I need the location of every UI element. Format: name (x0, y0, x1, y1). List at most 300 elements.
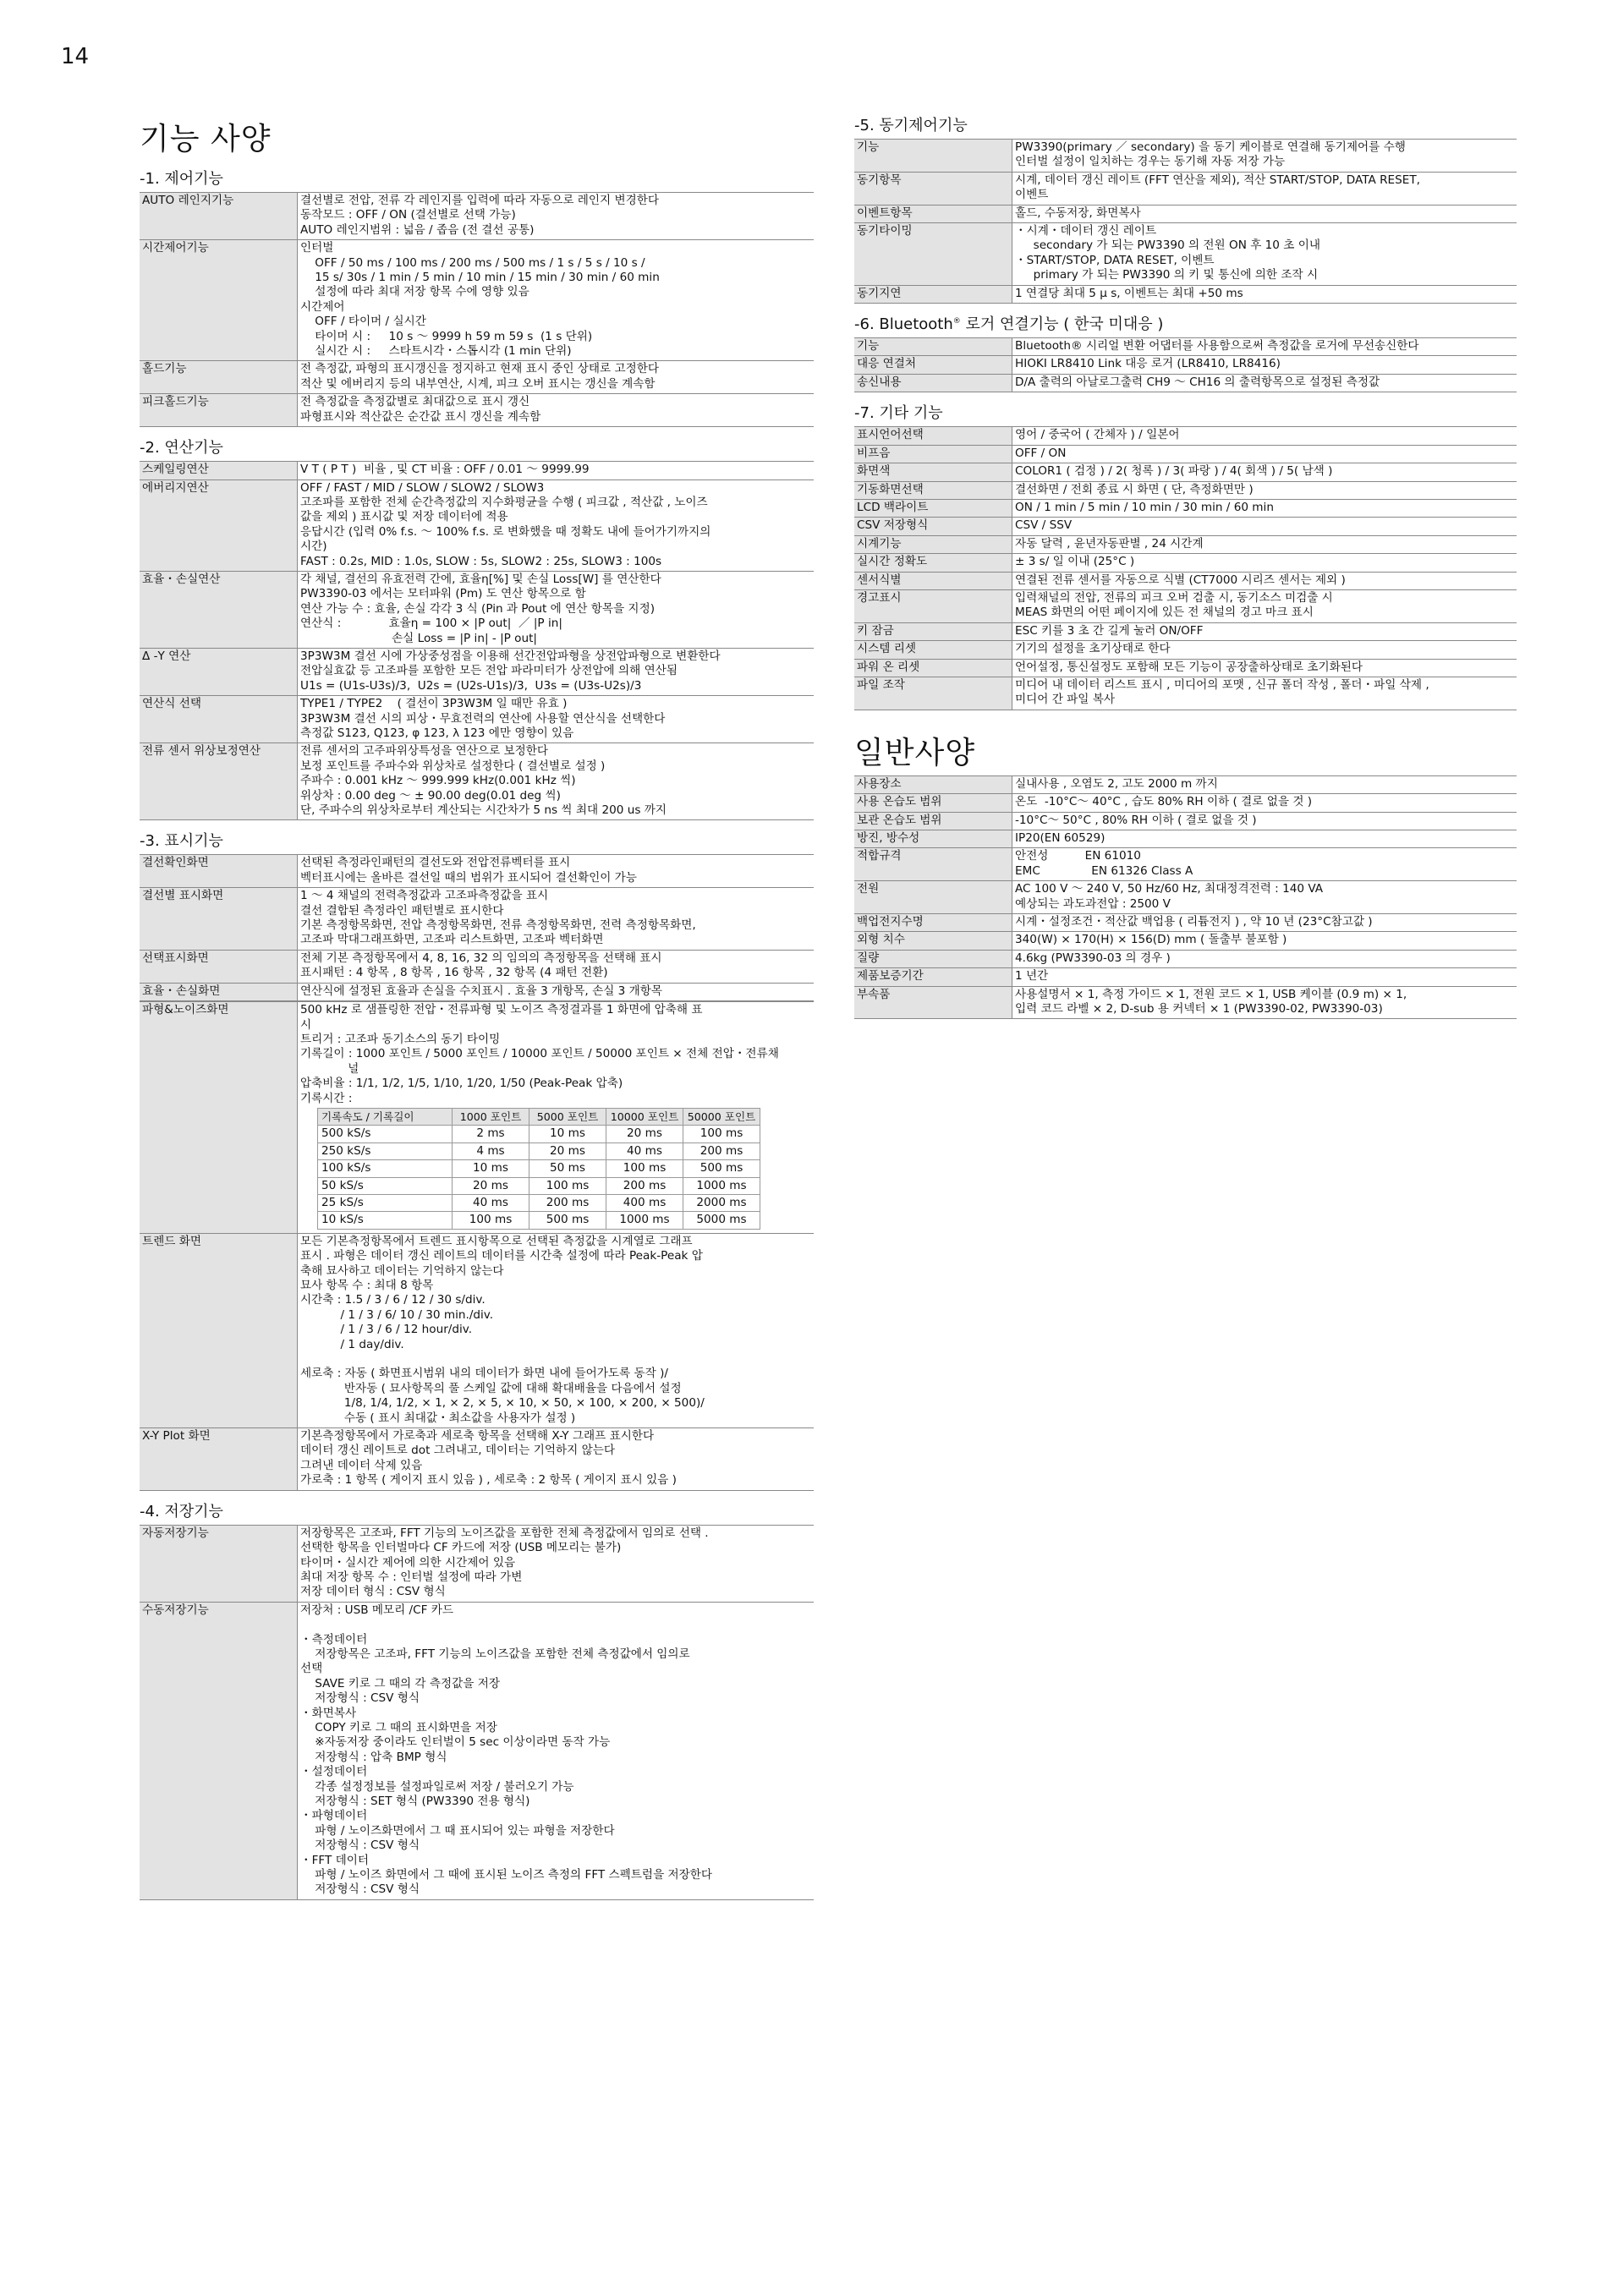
spec-label: 경고표시 (854, 589, 1012, 622)
record-cell: 40 ms (606, 1143, 683, 1159)
spec-line: ESC 키를 3 초 간 길게 눌러 ON/OFF (1015, 623, 1204, 638)
spec-line: 가로축 : 1 항목 ( 게이지 표시 있음 ) , 세로축 : 2 항목 ( 게이지 표시 있음 ) (300, 1473, 677, 1488)
spec-value (298, 855, 815, 888)
spec-row (140, 1002, 814, 1234)
spec-line: 보정 포인트를 주파수와 위상차로 설정한다 ( 결선별로 설정 ) (300, 759, 606, 773)
spec-label: 홀드기능 (140, 361, 298, 394)
section-title: -3. 표시기능 (140, 832, 223, 851)
spec-value (298, 361, 815, 394)
spec-line: V T ( P T ) 비율 , 및 CT 비율 : OFF / 0.01 ～ 9999.99 (300, 463, 590, 477)
spec-line: 1/8, 1/4, 1/2, × 1, × 2, × 5, × 10, × 50, × 100, × 200, × 500)/ (300, 1396, 705, 1411)
spec-row (140, 648, 814, 695)
record-table-row (318, 1177, 760, 1194)
spec-line: 저장형식 : 압축 BMP 형식 (300, 1750, 447, 1764)
spec-value (1012, 518, 1517, 535)
spec-line: 수동 ( 표시 최대값・최소값을 사용자가 설정 ) (300, 1411, 576, 1425)
spec-value (1012, 554, 1517, 572)
spec-label: 키 잠금 (854, 622, 1012, 640)
spec-label: 외형 치수 (854, 932, 1012, 950)
spec-line: 파형표시와 적산값은 순간값 표시 갱신을 계속함 (300, 409, 541, 424)
left-sections (140, 167, 814, 1001)
spec-row (140, 394, 814, 427)
spec-label: 보관 온습도 범위 (854, 812, 1012, 830)
spec-line: 설정에 따라 최대 저장 항목 수에 영향 있음 (300, 285, 529, 299)
spec-line: AC 100 V ～ 240 V, 50 Hz/60 Hz, 최대정격전력 : 140 VA (1015, 882, 1324, 896)
registered-mark: ® (952, 317, 961, 326)
spec-value (1012, 338, 1517, 356)
spec-value (298, 1233, 815, 1427)
spec-label: 자동저장기능 (140, 1525, 298, 1602)
record-table-header (318, 1108, 760, 1125)
spec-row (854, 172, 1517, 205)
spec-line: 500 kHz 로 샘플링한 전압・전류파형 및 노이즈 측정결과를 1 화면에 압축해 표 (300, 1003, 703, 1017)
record-cell: 100 ms (529, 1177, 606, 1194)
spec-line: 손실 Loss = |P in| - |P out| (300, 631, 538, 645)
spec-line: ・시계・데이터 갱신 레이트 (1015, 224, 1157, 238)
spec-value (1012, 535, 1517, 553)
spec-line: 전압실효값 등 고조파를 포함한 모든 전압 파라미터가 상전압에 의해 연산됨 (300, 664, 678, 678)
spec-row (854, 481, 1517, 499)
spec-label: 파형&노이즈화면 (140, 1002, 298, 1234)
section-title-part: 로거 연결기능 ( 한국 미대응 ) (960, 315, 1164, 334)
spec-line: 언어설정, 통신설정도 포함해 모든 기능이 공장출하상태로 초기화된다 (1015, 660, 1363, 674)
spec-line: ON / 1 min / 5 min / 10 min / 30 min / 60 min (1015, 500, 1274, 514)
spec-line: 모든 기본측정항목에서 트렌드 표시항목으로 선택된 측정값을 시계열로 그래프 (300, 1234, 693, 1248)
spec-value (1012, 223, 1517, 286)
spec-label: 기능 (854, 140, 1012, 173)
spec-row (854, 285, 1517, 303)
spec-label: 시간제어기능 (140, 240, 298, 361)
record-cell: 100 ms (606, 1160, 683, 1177)
spec-line: primary 가 되는 PW3390 의 키 및 통신에 의한 조작 시 (1015, 268, 1319, 282)
spec-row (854, 622, 1517, 640)
record-header-cell: 10000 포인트 (606, 1108, 683, 1125)
spec-line: HIOKI LR8410 Link 대응 로거 (LR8410, LR8416) (1015, 357, 1281, 371)
spec-row (854, 223, 1517, 286)
spec-label: 사용 온습도 범위 (854, 794, 1012, 812)
spec-label: 송신내용 (854, 374, 1012, 392)
spec-label: AUTO 레인지기능 (140, 193, 298, 240)
spec-row (140, 479, 814, 571)
spec-row (854, 830, 1517, 848)
spec-line: 각종 설정정보를 설정파일로써 저장 / 불러오기 가능 (300, 1779, 574, 1794)
spec-label: X-Y Plot 화면 (140, 1428, 298, 1491)
spec-value (1012, 499, 1517, 517)
spec-label: 표시언어선택 (854, 427, 1012, 445)
record-cell: 500 kS/s (318, 1126, 453, 1143)
spec-line: 3P3W3M 결선 시에 가상중성점을 이용해 선간전압파형을 상전압파형으로 변환한다 (300, 649, 721, 663)
spec-line: OFF / 타이머 / 실시간 (300, 315, 426, 329)
spec-value (1012, 374, 1517, 392)
spec-line: 시계・설정조건・적산값 백업용 ( 리튬전지 ) , 약 10 년 (23°C참고값 ) (1015, 915, 1373, 929)
spec-line: secondary 가 되는 PW3390 의 전원 ON 후 10 초 이내 (1015, 238, 1320, 253)
storage-section (140, 1499, 814, 1900)
spec-line: 동작모드 : OFF / ON (결선별로 선택 가능) (300, 208, 516, 222)
spec-row (854, 205, 1517, 222)
spec-label: 동기항목 (854, 172, 1012, 205)
spec-row (854, 427, 1517, 445)
spec-value (298, 696, 815, 743)
spec-value (1012, 589, 1517, 622)
spec-row (140, 1525, 814, 1602)
spec-value (1012, 622, 1517, 640)
spec-line: 기기의 설정을 초기상태로 한다 (1015, 642, 1171, 656)
right-column (854, 105, 1517, 1019)
spec-line: / 1 / 3 / 6 / 12 hour/div. (300, 1323, 473, 1337)
spec-value (1012, 172, 1517, 205)
spec-line: D/A 출력의 아날로그출력 CH9 ～ CH16 의 출력항목으로 설정된 측정값 (1015, 375, 1380, 389)
spec-value (1012, 881, 1517, 914)
spec-line: 미디어 내 데이터 리스트 표시 , 미디어의 포맷 , 신규 폴더 작성 , 폴더・파일 삭제 , (1015, 677, 1429, 692)
spec-line: 반자동 ( 묘사항목의 풀 스케일 값에 대해 확대배율을 다음에서 설정 (300, 1381, 682, 1395)
spec-label: 전원 (854, 881, 1012, 914)
spec-value (298, 462, 815, 479)
record-cell: 500 ms (683, 1160, 760, 1177)
spec-line: 기본 측정항목화면, 전압 측정항목화면, 전류 측정항목화면, 전력 측정항목화면, (300, 918, 696, 933)
spec-row (854, 775, 1517, 793)
spec-table (140, 461, 814, 820)
spec-value (298, 193, 815, 240)
record-cell: 50 ms (529, 1160, 606, 1177)
spec-line: ± 3 s/ 일 이내 (25°C ) (1015, 555, 1135, 569)
record-cell: 500 ms (529, 1212, 606, 1229)
record-cell: 25 kS/s (318, 1194, 453, 1211)
spec-line: 표시 . 파형은 데이터 갱신 레이트의 데이터를 시간축 설정에 따라 Peak-Peak 압 (300, 1249, 703, 1263)
spec-row (854, 914, 1517, 932)
spec-value (1012, 775, 1517, 793)
spec-line: 시간제어 (300, 299, 345, 314)
spec-line: 연결된 전류 센서를 자동으로 식별 (CT7000 시리즈 센서는 제외 ) (1015, 573, 1346, 587)
spec-row (140, 855, 814, 888)
spec-row (854, 463, 1517, 481)
spec-line: 파형 / 노이즈화면에서 그 때 표시되어 있는 파형을 저장한다 (300, 1823, 615, 1838)
spec-value (1012, 812, 1517, 830)
spec-row (854, 986, 1517, 1019)
record-header-cell: 50000 포인트 (683, 1108, 760, 1125)
spec-label: 대응 연결처 (854, 356, 1012, 374)
spec-row (854, 445, 1517, 463)
spec-line: 값을 제외 ) 표시값 및 저장 데이터에 적용 (300, 510, 508, 524)
spec-value (1012, 950, 1517, 967)
spec-label: 시스템 리셋 (854, 641, 1012, 659)
spec-value (1012, 463, 1517, 481)
spec-line: 벡터표시에는 올바른 결선일 때의 범위가 표시되어 결선확인이 가능 (300, 870, 637, 885)
spec-line: 저장형식 : CSV 형식 (300, 1691, 420, 1706)
record-time-table (317, 1108, 760, 1230)
spec-line: / 1 day/div. (300, 1337, 404, 1351)
spec-line: 연산식 : 효율η = 100 × |P out| ／ |P in| (300, 616, 562, 631)
spec-line: Bluetooth® 시리얼 변환 어댑터를 사용함으로써 측정값을 로거에 무선송신한다 (1015, 339, 1419, 353)
spec-label: 동기타이밍 (854, 223, 1012, 286)
spec-label: 트렌드 화면 (140, 1233, 298, 1427)
section-title: -5. 동기제어기능 (854, 117, 968, 134)
spec-line: 실내사용 , 오염도 2, 고도 2000 m 까지 (1015, 776, 1218, 791)
spec-row (854, 677, 1517, 710)
spec-value (1012, 140, 1517, 173)
spec-line: 입력채널의 전압, 전류의 피크 오버 검출 시, 동기소스 미검출 시 (1015, 590, 1333, 605)
spec-line: ・설정데이터 (300, 1765, 368, 1779)
spec-line: 세로축 : 자동 ( 화면표시범위 내의 데이터가 화면 내에 들어가도록 동작 )/ (300, 1367, 668, 1381)
spec-row (140, 696, 814, 743)
spec-line: 4.6kg (PW3390-03 의 경우 ) (1015, 951, 1171, 965)
spec-label: CSV 저장형식 (854, 518, 1012, 535)
spec-row (140, 462, 814, 479)
spec-row (140, 1602, 814, 1899)
record-cell: 1000 ms (683, 1177, 760, 1194)
spec-table (140, 854, 814, 1001)
record-cell: 4 ms (453, 1143, 529, 1159)
spec-label: 이벤트항목 (854, 205, 1012, 222)
record-table-row (318, 1126, 760, 1143)
spec-table (854, 337, 1517, 392)
spec-line: 시간) (300, 540, 327, 554)
spec-value (298, 1428, 815, 1491)
spec-line: 고조파 막대그래프화면, 고조파 리스트화면, 고조파 벡터화면 (300, 933, 604, 947)
record-cell: 100 kS/s (318, 1160, 453, 1177)
spec-line: 연산식에 설정된 효율과 손실을 수치표시 . 효율 3 개항목, 손실 3 개항목 (300, 984, 663, 998)
spec-row (140, 743, 814, 820)
spec-row (854, 140, 1517, 173)
spec-row (140, 1233, 814, 1427)
spec-table (854, 139, 1517, 304)
spec-label: Δ -Y 연산 (140, 648, 298, 695)
spec-row (854, 659, 1517, 677)
spec-table (140, 192, 814, 427)
spec-value (1012, 677, 1517, 710)
record-cell: 100 ms (683, 1126, 760, 1143)
spec-row (854, 641, 1517, 659)
section-title: -4. 저장기능 (140, 1502, 223, 1521)
spec-label: 결선별 표시화면 (140, 888, 298, 951)
spec-row (140, 1428, 814, 1491)
spec-line: 1 연결당 최대 5 μ s, 이벤트는 최대 +50 ms (1015, 286, 1243, 300)
spec-line: AUTO 레인지범위 : 넓음 / 좁음 (전 결선 공통) (300, 222, 535, 237)
spec-line: ・START/STOP, DATA RESET, 이벤트 (1015, 253, 1215, 267)
spec-line: 미디어 간 파일 복사 (1015, 693, 1116, 707)
spec-line: 홀드, 수동저장, 화면복사 (1015, 205, 1141, 220)
spec-label: 기능 (854, 338, 1012, 356)
spec-line: 묘사 항목 수 : 최대 8 항목 (300, 1279, 434, 1292)
spec-label: 제품보증기간 (854, 968, 1012, 986)
spec-row (854, 812, 1517, 830)
spec-label: 효율・손실연산 (140, 571, 298, 648)
spec-line: 고조파를 포함한 전체 순간측정값의 지수화평균을 수행 ( 피크값 , 적산값 , 노이즈 (300, 495, 708, 509)
spec-line: 기본측정항목에서 가로축과 세로축 항목을 선택해 X-Y 그래프 표시한다 (300, 1429, 655, 1444)
spec-line: ・파형데이터 (300, 1809, 368, 1823)
spec-value (298, 950, 815, 983)
spec-line: 기록길이 : 1000 포인트 / 5000 포인트 / 10000 포인트 / 50000 포인트 × 전체 전압・전류채 (300, 1047, 779, 1061)
record-cell: 40 ms (453, 1194, 529, 1211)
spec-label: 결선확인화면 (140, 855, 298, 888)
spec-row (854, 356, 1517, 374)
spec-row (140, 193, 814, 240)
section-title: -2. 연산기능 (140, 439, 223, 458)
record-cell: 20 ms (453, 1177, 529, 1194)
record-cell: 2 ms (453, 1126, 529, 1143)
spec-row (140, 571, 814, 648)
spec-value (298, 648, 815, 695)
left-column (140, 110, 814, 1900)
spec-line (300, 1352, 811, 1367)
spec-line: 선택 (300, 1662, 323, 1676)
spec-table (140, 1525, 814, 1900)
spec-line: 타이머・실시간 제어에 의한 시간제어 있음 (300, 1555, 516, 1570)
spec-value (1012, 285, 1517, 303)
spec-label: 방진, 방수성 (854, 830, 1012, 848)
spec-label: 효율・손실화면 (140, 983, 298, 1000)
spec-line: 파형 / 노이즈 화면에서 그 때에 표시된 노이즈 측정의 FFT 스펙트럼을 저장한다 (300, 1868, 713, 1882)
spec-line: 안전성 EN 61010 (1015, 849, 1141, 863)
section-title: -7. 기타 기능 (854, 404, 943, 423)
spec-label: 선택표시화면 (140, 950, 298, 983)
spec-row (854, 338, 1517, 356)
spec-value (1012, 572, 1517, 589)
spec-label: 적합규격 (854, 848, 1012, 881)
spec-line: 각 채널, 결선의 유효전력 간에, 효율η[%] 및 손실 Loss[W] 를 연산한다 (300, 572, 661, 586)
record-cell: 1000 ms (606, 1212, 683, 1229)
record-table-row (318, 1160, 760, 1177)
spec-row (854, 554, 1517, 572)
spec-line: 1 ～ 4 채널의 전력측정값과 고조파측정값을 표시 (300, 889, 549, 903)
spec-label: 연산식 선택 (140, 696, 298, 743)
spec-line: 시 (300, 1017, 312, 1032)
spec-label: 에버리지연산 (140, 479, 298, 571)
spec-row (854, 881, 1517, 914)
spec-line: 저장형식 : CSV 형식 (300, 1882, 420, 1897)
spec-line: 인터벌 (300, 241, 334, 255)
spec-line: 영어 / 중국어 ( 간체자 ) / 일본어 (1015, 428, 1180, 442)
spec-row (854, 968, 1517, 986)
spec-line: 저장 데이터 형식 : CSV 형식 (300, 1585, 446, 1599)
spec-label: 질량 (854, 950, 1012, 967)
spec-value (1012, 427, 1517, 445)
spec-value (298, 1602, 815, 1899)
spec-line: 압축비율 : 1/1, 1/2, 1/5, 1/10, 1/20, 1/50 (Peak-Peak 압축) (300, 1077, 623, 1091)
spec-line: 저장항목은 고조파, FFT 기능의 노이즈값을 포함한 전체 측정값에서 임의로 (300, 1647, 690, 1661)
spec-value (1012, 445, 1517, 463)
spec-label: 실시간 정확도 (854, 554, 1012, 572)
spec-line: OFF / ON (1015, 446, 1067, 460)
spec-value (298, 983, 815, 1000)
general-spec-table (854, 775, 1517, 1020)
page-number: 14 (61, 44, 90, 69)
spec-line: 전류 센서의 고주파위상특성을 연산으로 보정한다 (300, 744, 549, 759)
spec-value (1012, 914, 1517, 932)
spec-row (140, 950, 814, 983)
spec-line: 위상차 : 0.00 deg ～ ± 90.00 deg(0.01 deg 씩) (300, 788, 561, 803)
spec-label: 기동화면선택 (854, 481, 1012, 499)
record-cell: 200 ms (529, 1194, 606, 1211)
record-cell: 250 kS/s (318, 1143, 453, 1159)
spec-label: 센서식별 (854, 572, 1012, 589)
spec-line: COPY 키로 그 때의 표시화면을 저장 (300, 1720, 497, 1734)
spec-value (1012, 830, 1517, 848)
section-title (854, 312, 1517, 334)
spec-row (854, 374, 1517, 392)
spec-line: 3P3W3M 결선 시의 피상・무효전력의 연산에 사용할 연산식을 선택한다 (300, 711, 666, 726)
spec-value (298, 479, 815, 571)
record-table-row (318, 1143, 760, 1159)
record-cell: 100 ms (453, 1212, 529, 1229)
spec-value (298, 743, 815, 820)
spec-line: 실시간 시 : 스타트시각・스톱시각 (1 min 단위) (300, 344, 572, 359)
spec-label: 동기지연 (854, 285, 1012, 303)
spec-label: 전류 센서 위상보정연산 (140, 743, 298, 820)
record-cell: 10 kS/s (318, 1212, 453, 1229)
spec-line: 1 년간 (1015, 969, 1049, 984)
spec-line: TYPE1 / TYPE2 ( 결선이 3P3W3M 일 때만 유효 ) (300, 697, 568, 711)
spec-row (140, 983, 814, 1000)
spec-row (854, 499, 1517, 517)
spec-line: 시계, 데이터 갱신 레이트 (FFT 연산을 제외), 적산 START/STOP, DATA RESET, (1015, 173, 1420, 187)
spec-line: 결선화면 / 전회 종료 시 화면 ( 단, 측정화면만 ) (1015, 482, 1254, 496)
spec-line: 저장항목은 고조파, FFT 기능의 노이즈값을 포함한 전체 측정값에서 임의로 선택 . (300, 1526, 709, 1540)
record-cell: 20 ms (606, 1126, 683, 1143)
spec-line: 그려낸 데이터 삭제 있음 (300, 1458, 423, 1472)
spec-label: 부속품 (854, 986, 1012, 1019)
spec-label: 파일 조작 (854, 677, 1012, 710)
spec-line: EMC EN 61326 Class A (1015, 863, 1193, 878)
spec-row (854, 589, 1517, 622)
spec-line: IP20(EN 60529) (1015, 831, 1106, 845)
spec-line: 단, 주파수의 위상차로부터 계산되는 시간차가 5 ns 씩 최대 200 us 까지 (300, 803, 667, 818)
spec-line: 자동 달력 , 윤년자동판별 , 24 시간계 (1015, 536, 1204, 551)
spec-line: ・측정데이터 (300, 1632, 368, 1647)
spec-row (854, 932, 1517, 950)
spec-line: 340(W) × 170(H) × 156(D) mm ( 돌출부 불포함 ) (1015, 933, 1287, 947)
spec-line: 축해 묘사하고 데이터는 기억하지 않는다 (300, 1263, 504, 1278)
spec-value (1012, 205, 1517, 222)
record-cell: 20 ms (529, 1143, 606, 1159)
spec-value (1012, 848, 1517, 881)
spec-value (298, 240, 815, 361)
record-cell: 200 ms (683, 1143, 760, 1159)
spec-line: 저장형식 : SET 형식 (PW3390 전용 형식) (300, 1795, 530, 1808)
spec-line: ※자동저장 중이라도 인터벌이 5 sec 이상이라면 동작 가능 (300, 1735, 611, 1750)
spec-row (140, 888, 814, 951)
spec-label: 수동저장기능 (140, 1602, 298, 1899)
spec-value (298, 394, 815, 427)
spec-line: 온도 -10°C～ 40°C , 습도 80% RH 이하 ( 결로 없을 것 ) (1015, 795, 1313, 809)
spec-value (298, 888, 815, 951)
spec-value (1012, 481, 1517, 499)
spec-line: 전 측정값을 측정값별로 최대값으로 표시 갱신 (300, 395, 530, 409)
record-cell: 10 ms (529, 1126, 606, 1143)
record-cell: 200 ms (606, 1177, 683, 1194)
record-cell: 50 kS/s (318, 1177, 453, 1194)
spec-line: 응답시간 (입력 0% f.s. ～ 100% f.s. 로 변화했을 때 정확도 내에 들어가기까지의 (300, 524, 711, 539)
spec-line: ・화면복사 (300, 1706, 357, 1720)
general-spec-title: 일반사양 (854, 735, 976, 770)
spec-value (1012, 659, 1517, 677)
spec-line: 트리거 : 고조파 동기소스의 동기 타이밍 (300, 1032, 501, 1046)
spec-row (854, 950, 1517, 967)
section-title: -1. 제어기능 (140, 170, 223, 188)
spec-line: 선택한 항목을 인터벌마다 CF 카드에 저장 (USB 메모리는 불가) (300, 1541, 622, 1555)
spec-line: 결선 결합된 측정라인 패턴별로 표시한다 (300, 903, 504, 918)
spec-line: ・FFT 데이터 (300, 1853, 370, 1867)
record-table-row (318, 1212, 760, 1229)
spec-line: 적산 및 에버리지 등의 내부연산, 시계, 피크 오버 표시는 갱신을 계속함 (300, 376, 656, 391)
spec-line: 기록시간 : (300, 1091, 353, 1105)
spec-line: U1s = (U1s-U3s)/3, U2s = (U2s-U1s)/3, U3s = (U3s-U2s)/3 (300, 678, 642, 693)
spec-line (300, 1618, 811, 1632)
spec-line: FAST : 0.2s, MID : 1.0s, SLOW : 5s, SLOW2 : 25s, SLOW3 : 100s (300, 554, 662, 568)
right-sections (854, 113, 1517, 710)
spec-value (1012, 986, 1517, 1019)
spec-line: 예상되는 과도과전압 : 2500 V (1015, 896, 1171, 911)
spec-line: 인터벌 설정이 일치하는 경우는 동기해 자동 저장 가능 (1015, 155, 1286, 169)
